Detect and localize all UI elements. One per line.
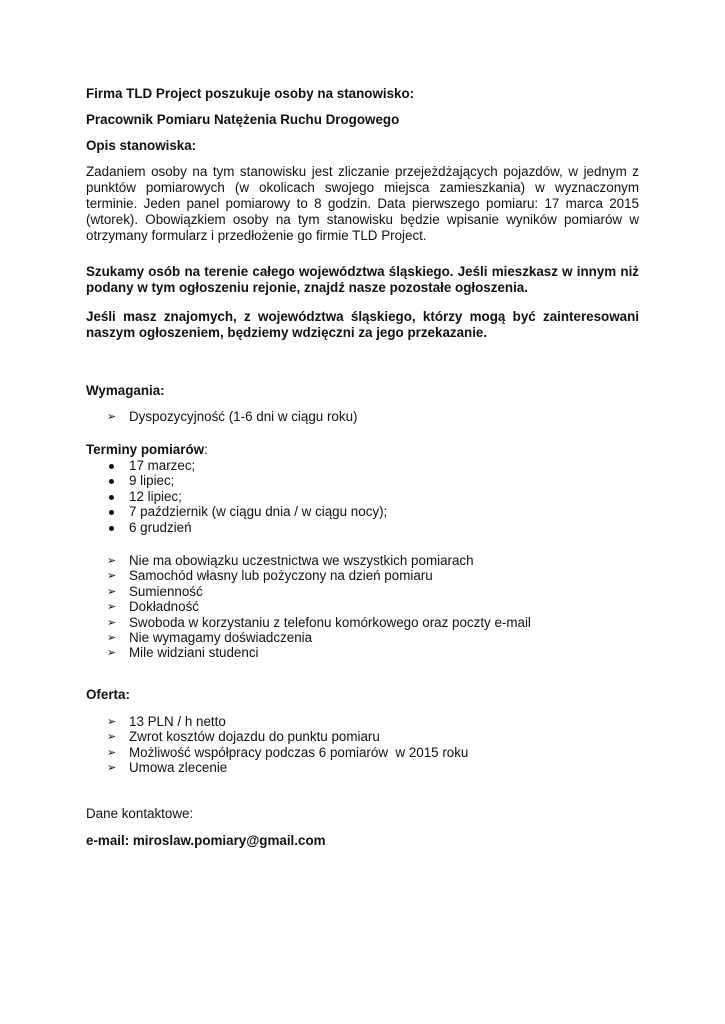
offer-heading: Oferta: [86, 687, 130, 702]
offer-list [86, 714, 639, 776]
arrow-bullet-icon: ➢ [107, 410, 117, 423]
list-item: 17 marzec; [86, 458, 639, 473]
list-item: ➢ Możliwość współpracy podczas 6 pomiarów w 2015 roku [107, 744, 469, 760]
round-bullet-icon [109, 526, 114, 531]
arrow-bullet-icon: ➢ [107, 600, 117, 614]
arrow-bullet-icon: ➢ [107, 646, 117, 660]
position-title: Pracownik Pomiaru Natężenia Ruchu Drogowego [86, 112, 400, 127]
list-item: ➢ Nie ma obowiązku uczestnictwa we wszystkich pomiarach [107, 553, 474, 568]
list-item: 12 lipiec; [86, 489, 639, 504]
description-heading: Opis stanowiska: [86, 138, 197, 153]
requirements-heading: Wymagania: [86, 383, 165, 398]
list-item: ➢ Samochód własny lub pożyczony na dzień pomiaru [107, 568, 433, 584]
list-item: ➢ Umowa zlecenie [107, 760, 228, 776]
contact-label: Dane kontaktowe: [86, 806, 194, 821]
description-text: Zadaniem osoby na tym stanowisku jest zliczanie przejeżdżających pojazdów, w jednym z punktów pomiarowych (w okolicach swojego miejsca zamieszkania) w wyznaczonym terminie. Jeden panel pomiarowy to 8 godzin. Data pierwszego pomiaru: 17 marca 2015 (wtorek). Obowiązkiem osoby na tym stanowisku będzie wpisanie wyników pomiarów w otrzymany formularz i przedłożenie go firmie TLD Project. [86, 164, 639, 243]
document-heading: Firma TLD Project poszukuje osoby na stanowisko: [86, 86, 415, 101]
list-item: 6 grudzień [86, 520, 639, 535]
list-item: ➢ 13 PLN / h netto [107, 714, 226, 729]
arrow-bullet-icon: ➢ [107, 730, 117, 744]
arrow-bullet-icon: ➢ [107, 584, 117, 598]
referral-note: Jeśli masz znajomych, z województwa śląskiego, którzy mogą być zainteresowani naszym ogłoszeniem, będziemy wdzięczni za jego przekazanie. [86, 309, 639, 340]
list-item: ➢ Mile widziani studenci [107, 645, 259, 661]
arrow-bullet-icon: ➢ [107, 615, 117, 629]
arrow-bullet-icon: ➢ [107, 630, 117, 644]
round-bullet-icon [109, 479, 114, 484]
list-item: ➢ Dyspozycyjność (1-6 dni w ciągu roku) [107, 409, 358, 424]
contact-email[interactable]: e-mail: miroslaw.pomiary@gmail.com [86, 833, 326, 848]
arrow-bullet-icon: ➢ [107, 761, 117, 775]
round-bullet-icon [109, 464, 114, 469]
extra-requirements-list [86, 553, 639, 661]
round-bullet-icon [109, 495, 114, 500]
arrow-bullet-icon: ➢ [107, 745, 117, 759]
list-item: 7 październik (w ciągu dnia / w ciągu nocy); [86, 504, 639, 519]
arrow-bullet-icon: ➢ [107, 569, 117, 583]
dates-heading: Terminy pomiarów: [86, 442, 208, 457]
list-item: ➢ Sumienność [107, 583, 203, 599]
list-item: 9 lipiec; [86, 473, 639, 488]
requirements-list [86, 409, 639, 424]
dates-list [86, 458, 639, 535]
region-note: Szukamy osób na terenie całego województwa śląskiego. Jeśli mieszkasz w innym niż podany w tym ogłoszeniu rejonie, znajdź nasze pozostałe ogłoszenia. [86, 264, 639, 295]
list-item: ➢ Zwrot kosztów dojazdu do punktu pomiaru [107, 729, 380, 745]
list-item: ➢ Swoboda w korzystaniu z telefonu komórkowego oraz poczty e-mail [107, 614, 531, 630]
list-item: ➢ Dokładność [107, 599, 199, 615]
round-bullet-icon [109, 510, 114, 515]
arrow-bullet-icon: ➢ [107, 554, 117, 567]
arrow-bullet-icon: ➢ [107, 715, 117, 728]
list-item: ➢ Nie wymagamy doświadczenia [107, 629, 313, 645]
